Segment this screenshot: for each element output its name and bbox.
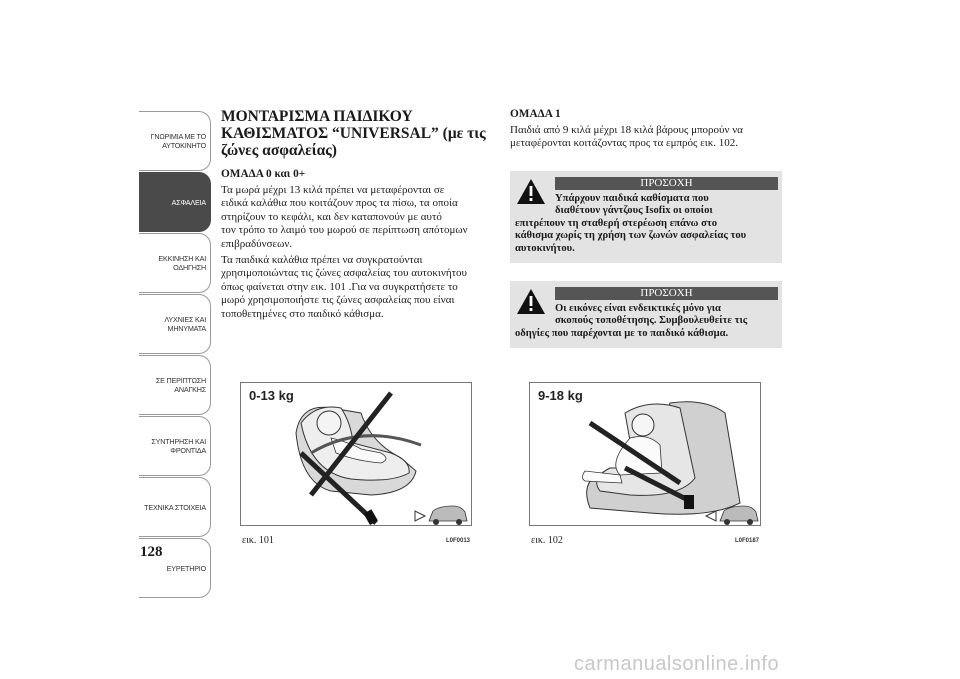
tab-label: ΑΥΤΟΚΙΝΗΤΟ (162, 141, 206, 150)
figure-101-caption: εικ. 101 (242, 535, 274, 546)
weight-label: 0-13 kg (249, 388, 294, 403)
left-column (221, 108, 489, 324)
forward-facing-seat-illustration (530, 383, 760, 525)
tab-label: ΑΝΑΓΚΗΣ (174, 385, 206, 394)
watermark: carmanualsonline.info (574, 653, 780, 675)
page-number: 128 (140, 544, 163, 560)
warning-triangle-icon (516, 178, 546, 205)
group-1-paragraph: Παιδιά από 9 κιλά μέχρι 18 κιλά βάρους μπορούν να μεταφέρονται κοιτάζοντας προς τα εμπρός εικ. 102. (510, 124, 743, 150)
weight-label: 9-18 kg (538, 388, 583, 403)
tab-label: ΑΣΦΑΛΕΙΑ (171, 197, 206, 207)
group-0-paragraph-2: Τα παιδικά καλάθια πρέπει να συγκρατούνται χρησιμοποιώντας τις ζώνες ασφαλείας του αυτοκινήτου όπως φαίνεται στην εικ. 101 .Για να συγκρατήσετε το μωρό χρησιμοποιήστε τις ζώνες ασφαλείας που είναι τοποθετημένες στο παιδικό κάθισμα. (221, 254, 467, 320)
figure-102-caption: εικ. 102 (531, 535, 563, 546)
tab-label: ΕΚΚΙΝΗΣΗ ΚΑΙ (158, 254, 206, 263)
warning-box-isofix (510, 171, 782, 263)
tab-label: ΓΝΩΡΙΜΙΑ ΜΕ ΤΟ (150, 132, 206, 141)
group-0-paragraph-1: Τα μωρά μέχρι 13 κιλά πρέπει να μεταφέρονται σε ειδικά καλάθια που κοιτάζουν προς τα πίσω, τα οποία στηρίζουν το κεφάλι, και δεν καταπονούν με αυτό τον τρόπο το λαιμό του μωρού σε περίπτωση απότομων επιβραδύνσεων. (221, 184, 468, 250)
tab-label: ΜΗΝΥΜΑΤΑ (167, 324, 206, 333)
group-0-heading: ΟΜΑΔΑ 0 και 0+ (221, 168, 306, 180)
section-title: ΜΟΝΤΑΡΙΣΜΑ ΠΑΙΔΙΚΟΥ ΚΑΘΙΣΜΑΤΟΣ “UNIVERSAL” (με τις ζώνες ασφαλείας) (221, 108, 486, 159)
tab-label: ΤΕΧΝΙΚΑ ΣΤΟΙΧΕΙΑ (144, 502, 206, 512)
warning-title: ΠΡΟΣΟΧΗ (555, 287, 778, 300)
figure-102-code: L0F0187 (735, 538, 760, 544)
tab-maintenance[interactable] (139, 416, 211, 476)
tab-label: ΣΕ ΠΕΡΙΠΤΩΣΗ (155, 376, 206, 385)
tab-emergency[interactable] (139, 355, 211, 415)
figure-101 (240, 382, 472, 526)
tab-starting-driving[interactable] (139, 233, 211, 293)
rear-facing-seat-illustration (241, 383, 471, 525)
right-column (510, 108, 782, 154)
tab-safety[interactable] (139, 172, 211, 232)
warning-triangle-icon (516, 288, 546, 315)
group-1-heading: ΟΜΑΔΑ 1 (510, 108, 561, 120)
tab-label: ΣΥΝΤΗΡΗΣΗ ΚΑΙ (151, 437, 206, 446)
tab-warning-lights[interactable] (139, 294, 211, 354)
tab-label: ΛΥΧΝΙΕΣ ΚΑΙ (164, 315, 206, 324)
warning-text: Υπάρχουν παιδικά καθίσματα που διαθέτουν γάντζους Isofix οι οποίοι επιτρέπουν τη σταθερή στερέωση επάνω στο κάθισμα χωρίς τη χρήση των ζωνών ασφαλείας του αυτοκινήτου. (515, 193, 747, 254)
tab-getting-to-know[interactable] (139, 111, 211, 171)
figure-101-code: L0F0013 (446, 538, 471, 544)
warning-title: ΠΡΟΣΟΧΗ (555, 177, 778, 190)
figure-102 (529, 382, 761, 526)
warning-text: Οι εικόνες είναι ενδεικτικές μόνο για σκοπούς τοποθέτησης. Συμβουλευθείτε τις οδηγίες που παρέχονται με το παιδικό κάθισμα. (515, 303, 748, 339)
tab-technical-data[interactable] (139, 477, 211, 537)
tab-label: ΟΔΗΓΗΣΗ (173, 263, 206, 272)
tab-label: ΕΥΡΕΤΗΡΙΟ (166, 563, 206, 573)
tab-label: ΦΡΟΝΤΙΔΑ (170, 446, 206, 455)
warning-box-illustrations (510, 281, 782, 348)
